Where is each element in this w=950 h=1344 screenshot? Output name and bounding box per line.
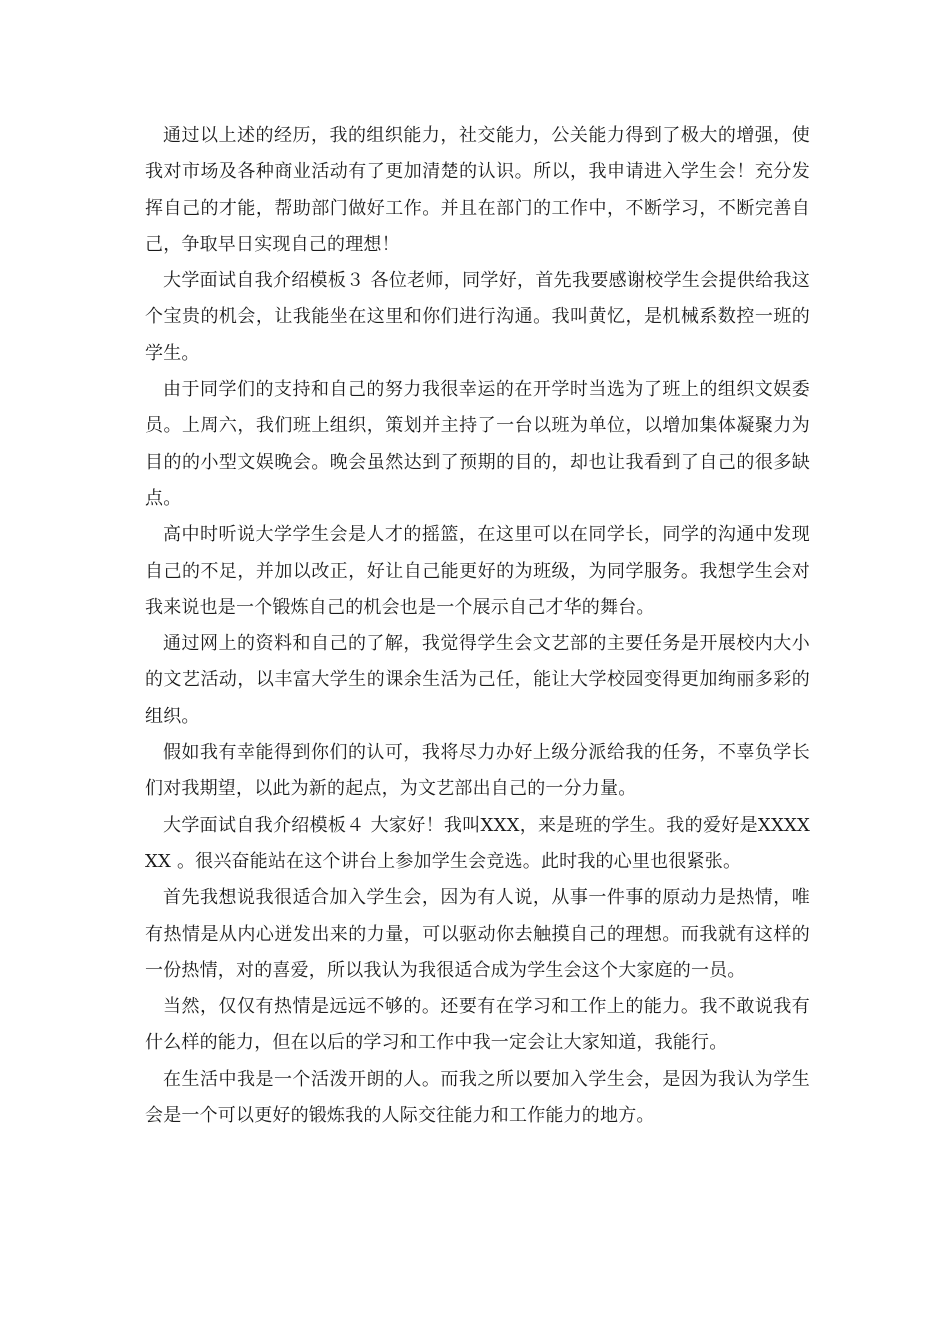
paragraph: 假如我有幸能得到你们的认可，我将尽力办好上级分派给我的任务，不辜负学长们对我期望，以此为新的起点，为文艺部出自己的一分力量。 <box>145 742 810 800</box>
document-body <box>145 118 810 1134</box>
paragraph: 由于同学们的支持和自己的努力我很幸运的在开学时当选为了班上的组织文娱委员。上周六，我们班上组织，策划并主持了一台以班为单位，以增加集体凝聚力为目的的小型文娱晚会。晚会虽然达到了预期的目的，却也让我看到了自己的很多缺点。 <box>145 379 810 509</box>
paragraph: 高中时听说大学学生会是人才的摇篮，在这里可以在同学长，同学的沟通中发现自己的不足，并加以改正，好让自己能更好的为班级，为同学服务。我想学生会对我来说也是一个锻炼自己的机会也是一个展示自己才华的舞台。 <box>145 524 810 618</box>
paragraph: 通过以上述的经历，我的组织能力，社交能力，公关能力得到了极大的增强，使我对市场及各种商业活动有了更加清楚的认识。所以，我申请进入学生会！充分发挥自己的才能，帮助部门做好工作。并且在部门的工作中，不断学习，不断完善自己，争取早日实现自己的理想！ <box>145 125 810 255</box>
paragraph: 当然，仅仅有热情是远远不够的。还要有在学习和工作上的能力。我不敢说我有什么样的能力，但在以后的学习和工作中我一定会让大家知道，我能行。 <box>145 996 810 1054</box>
paragraph: 通过网上的资料和自己的了解，我觉得学生会文艺部的主要任务是开展校内大小的文艺活动，以丰富大学生的课余生活为己任，能让大学校园变得更加绚丽多彩的组织。 <box>145 633 810 727</box>
paragraph: 首先我想说我很适合加入学生会，因为有人说，从事一件事的原动力是热情，唯有热情是从内心迸发出来的力量，可以驱动你去触摸自己的理想。而我就有这样的一份热情，对的喜爱，所以我认为我很适合成为学生会这个大家庭的一员。 <box>145 887 810 981</box>
paragraph: 在生活中我是一个活泼开朗的人。而我之所以要加入学生会，是因为我认为学生会是一个可以更好的锻炼我的人际交往能力和工作能力的地方。 <box>145 1068 810 1127</box>
paragraph: 大学面试自我介绍模板３ 各位老师，同学好，首先我要感谢校学生会提供给我这个宝贵的机会，让我能坐在这里和你们进行沟通。我叫黄忆，是机械系数控一班的学生。 <box>145 270 810 364</box>
paragraph: 大学面试自我介绍模板４ 大家好！我叫XXX，来是班的学生。我的爱好是XXXX XX 。很兴奋能站在这个讲台上参加学生会竞选。此时我的心里也很紧张。 <box>145 814 810 872</box>
